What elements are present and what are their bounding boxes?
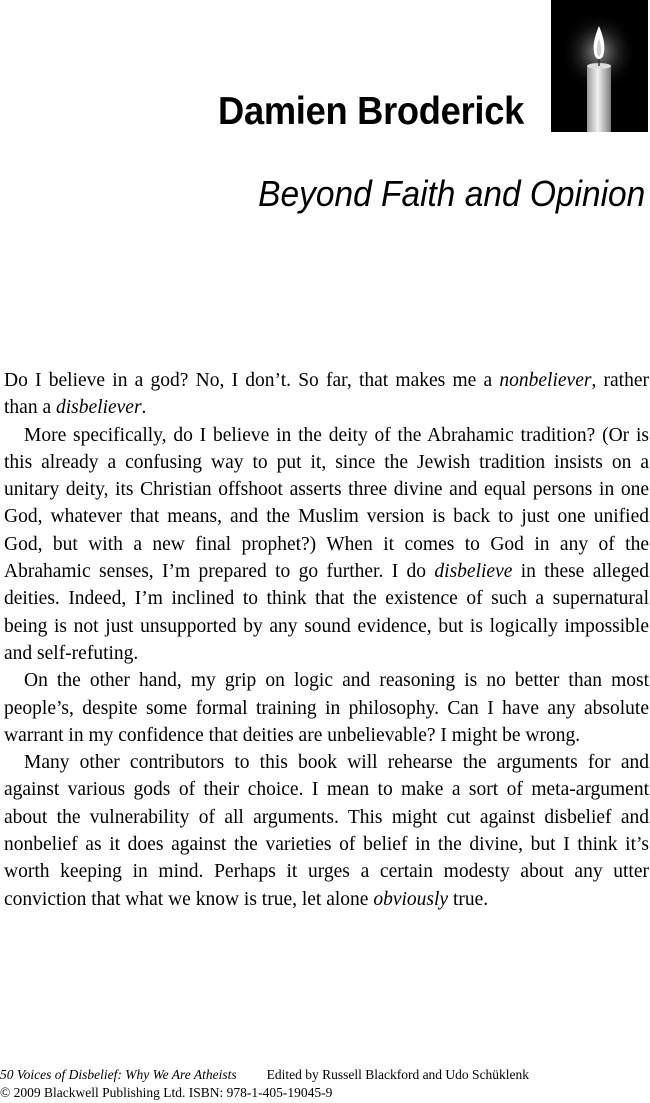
footer-book-line bbox=[0, 1066, 650, 1084]
paragraph-2 bbox=[4, 422, 649, 668]
footer-book-title: 50 Voices of Disbelief: Why We Are Atheists bbox=[0, 1067, 237, 1082]
paragraph-3: On the other hand, my grip on logic and reasoning is no better than most people’s, despite some formal training in philosophy. Can I have any absolute warrant in my confidence that deities are unbelievable? I might be wrong. bbox=[4, 670, 649, 746]
page-footer bbox=[0, 1066, 650, 1102]
text-run: Do I believe in a god? No, I don’t. So far, that makes me a bbox=[4, 370, 500, 391]
emphasis-obviously: obviously bbox=[373, 888, 449, 910]
body-text bbox=[4, 367, 649, 913]
author-name: Damien Broderick bbox=[218, 90, 524, 133]
text-run: . bbox=[141, 397, 147, 419]
footer-copyright: © 2009 Blackwell Publishing Ltd. ISBN: 978-1-405-19045-9 bbox=[0, 1085, 333, 1100]
candle-photo bbox=[551, 0, 648, 132]
text-run: More specifically, do I believe in the deity of the Abrahamic tradition? (Or is this already a confusing way to put it, since the Jewish tradition insists on a unitary deity, its Christian offshoot asserts three divine and equal persons in one God, whatever that means, and the Muslim version is back to just one unified God, but with a new final prophet?) When it comes to God in any of the Abrahamic senses, I’m prepared to go further. I do bbox=[4, 424, 649, 583]
text-run: in these alleged deities. Indeed, I’m inclined to think that the existence of such a supernatural being is not just unsupported by any sound evidence, but is logically impossible and self-refuting. bbox=[4, 561, 649, 664]
paragraph-4 bbox=[4, 749, 649, 913]
candle-image bbox=[551, 0, 648, 132]
emphasis-disbeliever: disbeliever bbox=[55, 397, 142, 419]
paragraph-1 bbox=[4, 367, 649, 422]
text-run: , rather than a bbox=[4, 370, 649, 419]
text-run: Many other contributors to this book will rehearse the arguments for and against various gods of their choice. I mean to make a sort of meta-argument about the vulnerability of all arguments. This might cut against disbelief and nonbelief as it does against the varieties of belief in the divine, but I think it’s worth keeping in mind. Perhaps it urges a certain modesty about any utter conviction that what we know is true, let alone bbox=[4, 752, 649, 910]
text-run: true. bbox=[448, 888, 489, 910]
emphasis-disbelieve: disbelieve bbox=[434, 561, 513, 583]
footer-editors: Edited by Russell Blackford and Udo Schüklenk bbox=[266, 1067, 530, 1082]
emphasis-nonbeliever: nonbeliever bbox=[499, 370, 592, 391]
chapter-title: Beyond Faith and Opinion bbox=[257, 173, 645, 214]
